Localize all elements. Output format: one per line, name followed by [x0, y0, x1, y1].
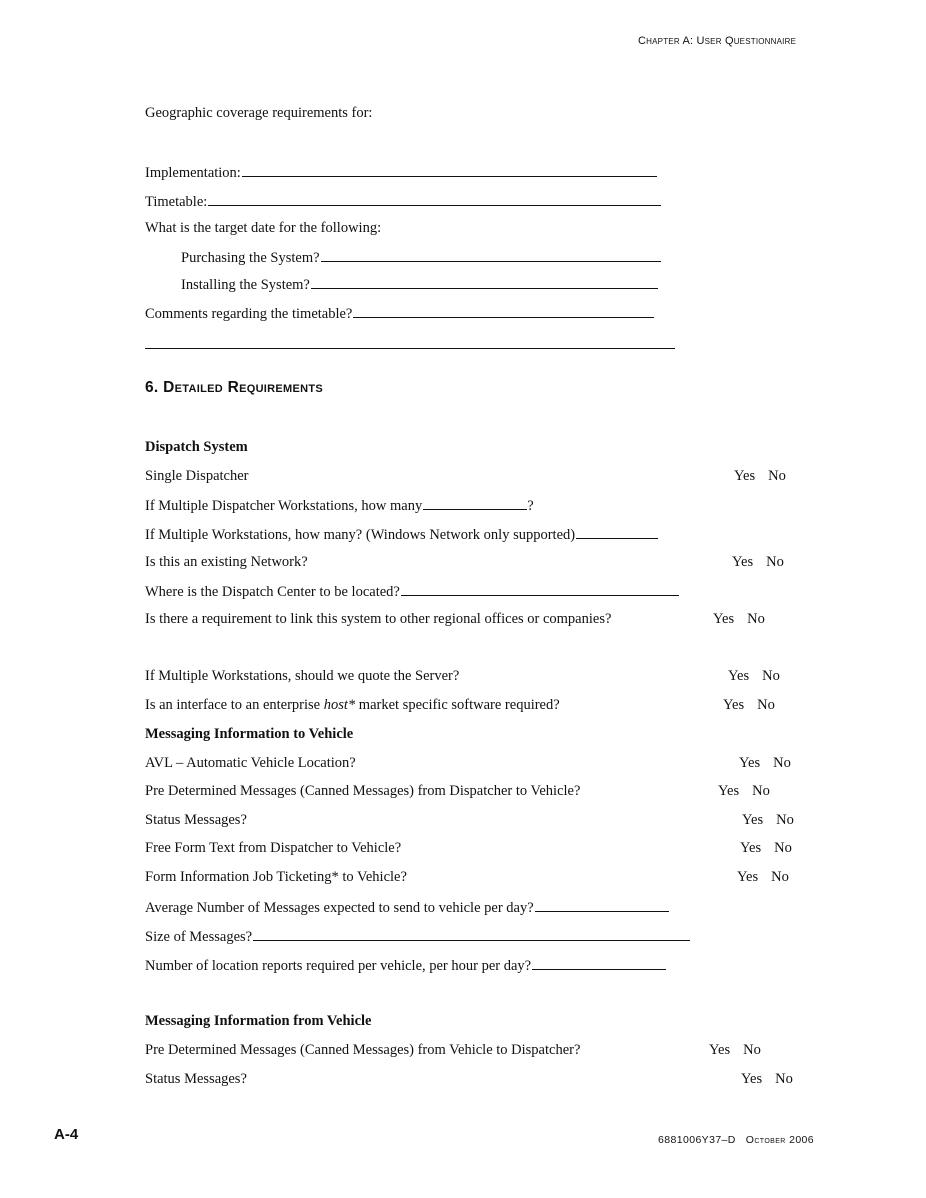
avg-messages-blank[interactable] — [535, 897, 669, 912]
form-info-label: Form Information Job Ticketing* to Vehicle? — [145, 869, 407, 885]
avl-label: AVL – Automatic Vehicle Location? — [145, 755, 356, 771]
implementation-label: Implementation: — [145, 165, 241, 181]
avg-messages-label: Average Number of Messages expected to send to vehicle per day? — [145, 900, 534, 916]
host-interface-row — [145, 696, 560, 714]
location-reports-row — [145, 955, 666, 975]
purchasing-label: Purchasing the System? — [181, 250, 320, 266]
implementation-row — [145, 162, 657, 182]
page-number: A-4 — [54, 1126, 79, 1143]
no-option[interactable]: No — [774, 840, 792, 856]
dispatch-location-label: Where is the Dispatch Center to be located? — [145, 584, 400, 600]
host-interface-emphasis: host* — [323, 697, 356, 713]
to-vehicle-heading: Messaging Information to Vehicle — [145, 726, 354, 742]
yes-option[interactable]: Yes — [728, 668, 750, 684]
yes-option[interactable]: Yes — [723, 697, 745, 713]
implementation-blank[interactable] — [242, 162, 657, 177]
message-size-label: Size of Messages? — [145, 929, 253, 945]
section-title: Detailed Requirements — [163, 379, 324, 396]
existing-network-options — [732, 553, 784, 571]
message-size-row — [145, 926, 690, 946]
section-heading — [145, 379, 323, 397]
no-option[interactable]: No — [775, 1071, 793, 1087]
multi-dispatcher-row — [145, 495, 534, 515]
multi-workstations-blank[interactable] — [576, 524, 658, 539]
yes-option[interactable]: Yes — [740, 840, 762, 856]
multi-workstations-row — [145, 524, 658, 544]
host-interface-label: Is an interface to an enterprise — [145, 697, 324, 713]
host-interface-label-end: market specific software required? — [355, 697, 560, 713]
yes-option[interactable]: Yes — [713, 611, 735, 627]
location-reports-label: Number of location reports required per vehicle, per hour per day? — [145, 958, 532, 974]
from-vehicle-heading: Messaging Information from Vehicle — [145, 1013, 372, 1029]
installing-label: Installing the System? — [181, 277, 310, 293]
purchasing-blank[interactable] — [321, 247, 661, 262]
no-option[interactable]: No — [766, 554, 784, 570]
no-option[interactable]: No — [771, 869, 789, 885]
existing-network-label: Is this an existing Network? — [145, 554, 308, 570]
no-option[interactable]: No — [773, 755, 791, 771]
dispatch-heading: Dispatch System — [145, 439, 248, 455]
purchasing-row — [181, 247, 661, 267]
canned-to-vehicle-label: Pre Determined Messages (Canned Messages) from Dispatcher to Vehicle? — [145, 783, 581, 799]
status-from-vehicle-options — [741, 1070, 793, 1088]
location-reports-blank[interactable] — [532, 955, 666, 970]
comments-continuation-blank[interactable] — [145, 334, 675, 349]
installing-row — [181, 274, 658, 294]
yes-option[interactable]: Yes — [737, 869, 759, 885]
status-to-vehicle-options — [742, 811, 794, 829]
multi-dispatcher-label: If Multiple Dispatcher Workstations, how many — [145, 498, 423, 514]
no-option[interactable]: No — [743, 1042, 761, 1058]
free-form-options — [740, 839, 792, 857]
footer-doc-info — [658, 1131, 814, 1149]
timetable-row — [145, 191, 661, 211]
canned-from-vehicle-options — [709, 1041, 761, 1059]
status-from-vehicle-label: Status Messages? — [145, 1071, 247, 1087]
status-to-vehicle-label: Status Messages? — [145, 812, 247, 828]
yes-option[interactable]: Yes — [741, 1071, 763, 1087]
no-option[interactable]: No — [762, 668, 780, 684]
yes-option[interactable]: Yes — [739, 755, 761, 771]
multi-workstations-label: If Multiple Workstations, how many? (Windows Network only supported) — [145, 527, 576, 543]
single-dispatcher-options — [734, 467, 786, 485]
yes-option[interactable]: Yes — [709, 1042, 731, 1058]
comments-label: Comments regarding the timetable? — [145, 306, 353, 322]
no-option[interactable]: No — [752, 783, 770, 799]
form-info-options — [737, 868, 789, 886]
no-option[interactable]: No — [757, 697, 775, 713]
running-head: Chapter A: User Questionnaire — [638, 35, 797, 47]
quote-server-label: If Multiple Workstations, should we quote the Server? — [145, 668, 460, 684]
regional-link-label: Is there a requirement to link this system to other regional offices or companies? — [145, 611, 612, 627]
document-id: 6881006Y37–D — [658, 1134, 736, 1146]
multi-dispatcher-suffix: ? — [527, 498, 534, 514]
canned-to-vehicle-options — [718, 782, 770, 800]
host-interface-options — [723, 696, 775, 714]
no-option[interactable]: No — [747, 611, 765, 627]
geographic-coverage-label: Geographic coverage requirements for: — [145, 105, 373, 121]
multi-dispatcher-blank[interactable] — [423, 495, 527, 510]
avg-messages-row — [145, 897, 669, 917]
free-form-label: Free Form Text from Dispatcher to Vehicle? — [145, 840, 402, 856]
no-option[interactable]: No — [776, 812, 794, 828]
section-number: 6. — [145, 379, 159, 396]
comments-blank[interactable] — [353, 303, 654, 318]
comments-row — [145, 303, 654, 323]
avl-options — [739, 754, 791, 772]
timetable-label: Timetable: — [145, 194, 208, 210]
regional-link-options — [713, 610, 765, 628]
target-date-label: What is the target date for the following: — [145, 220, 382, 236]
timetable-blank[interactable] — [208, 191, 661, 206]
yes-option[interactable]: Yes — [732, 554, 754, 570]
yes-option[interactable]: Yes — [734, 468, 756, 484]
document-date: October 2006 — [745, 1134, 815, 1146]
single-dispatcher-label: Single Dispatcher — [145, 468, 249, 484]
message-size-blank[interactable] — [253, 926, 690, 941]
yes-option[interactable]: Yes — [718, 783, 740, 799]
installing-blank[interactable] — [311, 274, 658, 289]
canned-from-vehicle-label: Pre Determined Messages (Canned Messages) from Vehicle to Dispatcher? — [145, 1042, 581, 1058]
quote-server-options — [728, 667, 780, 685]
yes-option[interactable]: Yes — [742, 812, 764, 828]
dispatch-location-blank[interactable] — [401, 581, 679, 596]
no-option[interactable]: No — [768, 468, 786, 484]
dispatch-location-row — [145, 581, 679, 601]
